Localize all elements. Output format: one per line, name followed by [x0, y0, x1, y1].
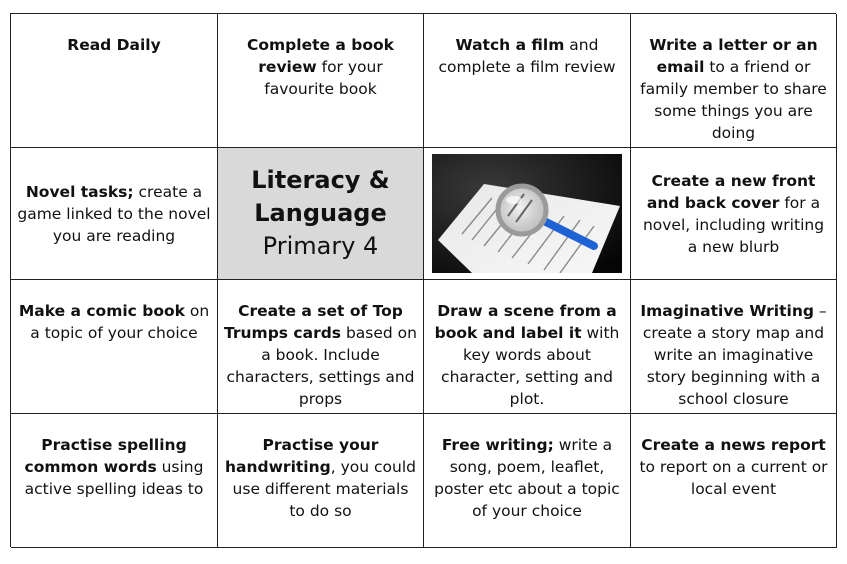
title-line-2: Language [254, 199, 387, 227]
cell-imaginative [631, 280, 837, 414]
cell-handwriting [218, 414, 424, 548]
cell-comic [11, 280, 218, 414]
title-grade: Primary 4 [262, 232, 379, 260]
cell-news [631, 414, 837, 548]
task-description: to a friend or family member to share some things you are doing [640, 58, 827, 142]
cell-top-trumps [218, 280, 424, 414]
task-description: based on a book. Include characters, settings and props [226, 324, 417, 408]
task-title: Novel tasks; [25, 182, 134, 201]
cell-scene [424, 280, 631, 414]
task-description: on a topic of your choice [30, 302, 210, 342]
cell-image [424, 148, 631, 280]
task-description: using active spelling ideas to [24, 458, 204, 498]
task-title: Watch a film [455, 36, 565, 54]
task-title: Complete a book review [247, 36, 394, 76]
task-text [17, 181, 211, 247]
task-title: Free writing; [441, 436, 554, 454]
task-title: Practise spelling common words [24, 436, 187, 476]
task-description: with key words about character, setting and plot. [441, 324, 620, 408]
task-description: – create a story map and write an imaginative story beginning with a school closure [642, 302, 827, 408]
task-description: to report on a current or local event [639, 458, 828, 498]
task-description: write a song, poem, leaflet, poster etc about a topic of your choice [434, 436, 620, 520]
cell-title [218, 148, 424, 280]
title-line-1: Literacy & [251, 166, 390, 194]
task-title: Make a comic book [18, 302, 185, 320]
task-description: create a game linked to the novel you are reading [17, 182, 211, 245]
cell-book-review [218, 14, 424, 148]
task-description: for your favourite book [264, 58, 383, 98]
task-text [637, 170, 830, 258]
cell-read-daily [11, 14, 218, 148]
task-title: Write a letter or an email [649, 36, 818, 76]
task-title: Create a new front and back cover [646, 171, 816, 212]
task-title: Create a news report [641, 436, 826, 454]
magnifying-glass-newspaper-icon [432, 154, 622, 273]
task-title: Read Daily [67, 36, 161, 54]
cell-letter [631, 14, 837, 148]
cell-film [424, 14, 631, 148]
task-description: and complete a film review [438, 36, 616, 76]
task-title: Create a set of Top Trumps cards [224, 302, 403, 342]
cell-novel [11, 148, 218, 280]
cell-spelling [11, 414, 218, 548]
task-title: Imaginative Writing [640, 302, 814, 320]
task-title: Practise your handwriting [224, 436, 379, 476]
activity-grid [10, 13, 836, 547]
task-description: for a novel, including writing a new blurb [642, 193, 825, 256]
cell-free-writing [424, 414, 631, 548]
task-description: , you could use different materials to do so [232, 458, 416, 520]
cell-cover [631, 148, 837, 280]
task-title: Draw a scene from a book and label it [434, 302, 617, 342]
